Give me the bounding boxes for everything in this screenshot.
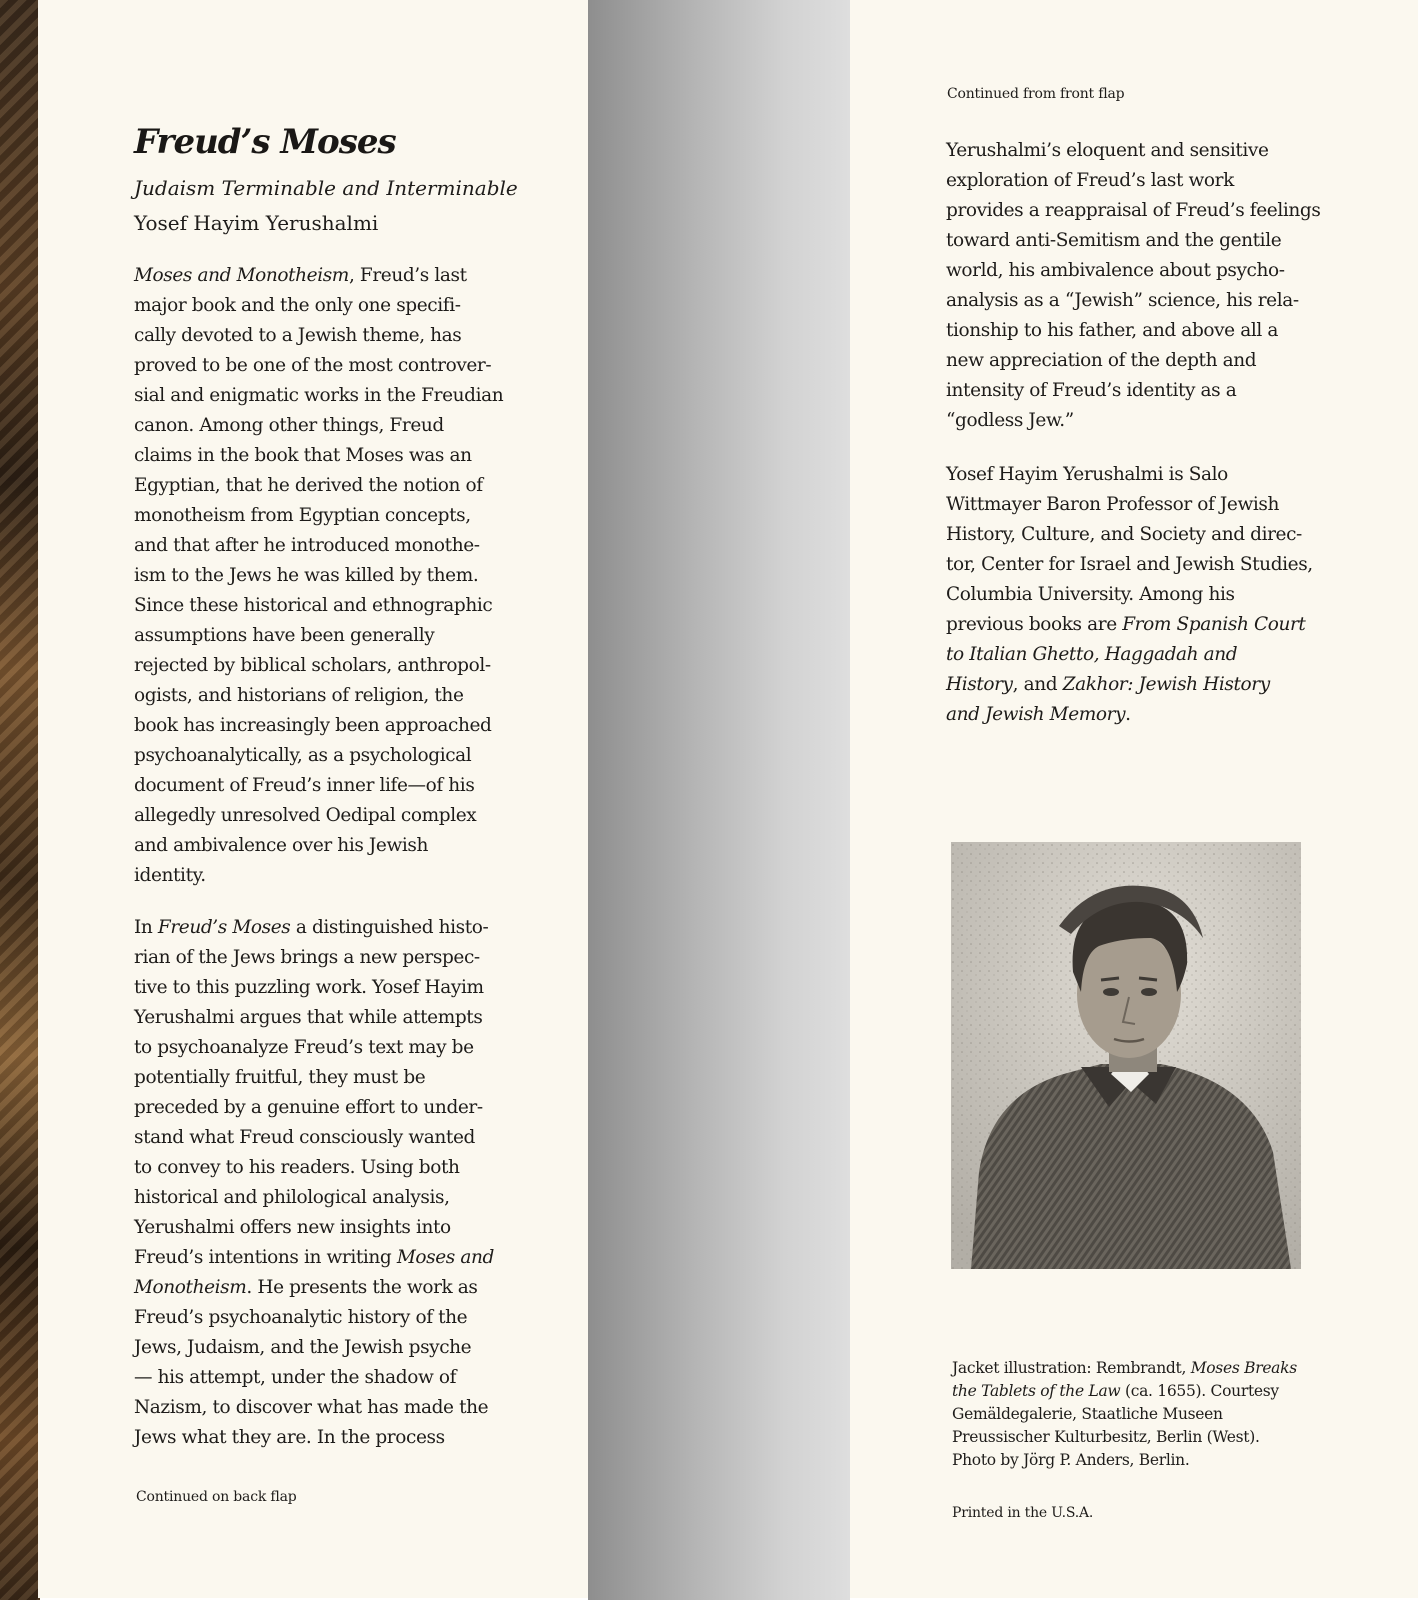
book-author: Yosef Hayim Yerushalmi: [134, 211, 379, 235]
text-line: Wittmayer Baron Professor of Jewish: [946, 494, 1280, 515]
text-line: Yerushalmi argues that while attempts: [134, 1007, 483, 1028]
text-line: Yerushalmi’s eloquent and sensitive: [946, 140, 1269, 161]
text-line: identity.: [134, 865, 206, 886]
text-line: ogists, and historians of religion, the: [134, 685, 464, 706]
text-line: monotheism from Egyptian concepts,: [134, 505, 471, 526]
text-line: Moses and Monotheism, Freud’s last: [134, 265, 467, 286]
text-line: Jews what they are. In the process: [134, 1427, 445, 1448]
book-subtitle: Judaism Terminable and Interminable: [134, 176, 518, 200]
back-flap-paragraph-1: [946, 136, 1326, 436]
text-line: rian of the Jews brings a new perspec-: [134, 947, 480, 968]
text-line: tive to this puzzling work. Yosef Hayim: [134, 977, 484, 998]
text-line: and ambivalence over his Jewish: [134, 835, 429, 856]
text-line: analysis as a “Jewish” science, his rela-: [946, 290, 1299, 311]
text-line: potentially fruitful, they must be: [134, 1067, 426, 1088]
text-line: Yosef Hayim Yerushalmi is Salo: [946, 464, 1228, 485]
text-line: Freud’s intentions in writing Moses and: [134, 1247, 494, 1268]
text-line: preceded by a genuine effort to under-: [134, 1097, 483, 1118]
scan-gap: [588, 0, 850, 1600]
text-line: document of Freud’s inner life—of his: [134, 775, 475, 796]
text-line: Jacket illustration: Rembrandt, Moses Breaks: [952, 1359, 1297, 1377]
back-flap-paragraph-2: [946, 460, 1326, 730]
text-line: canon. Among other things, Freud: [134, 415, 444, 436]
text-line: — his attempt, under the shadow of: [134, 1367, 457, 1388]
text-line: and that after he introduced monothe-: [134, 535, 480, 556]
jacket-illustration-credit: [952, 1357, 1297, 1472]
text-line: Yerushalmi offers new insights into: [134, 1217, 451, 1238]
text-line: tor, Center for Israel and Jewish Studies,: [946, 554, 1313, 575]
continued-from-front-flap: Continued from front flap: [947, 86, 1125, 102]
text-line: Nazism, to discover what has made the: [134, 1397, 489, 1418]
front-flap-paragraph-2: [134, 913, 524, 1453]
text-line: Columbia University. Among his: [946, 584, 1235, 605]
text-line: Freud’s psychoanalytic history of the: [134, 1307, 468, 1328]
text-line: Jews, Judaism, and the Jewish psyche: [134, 1337, 472, 1358]
text-line: to convey to his readers. Using both: [134, 1157, 460, 1178]
text-line: world, his ambivalence about psycho-: [946, 260, 1285, 281]
text-line: Gemäldegalerie, Staatliche Museen: [952, 1405, 1223, 1423]
text-line: to psychoanalyze Freud’s text may be: [134, 1037, 474, 1058]
text-line: stand what Freud consciously wanted: [134, 1127, 475, 1148]
cover-art-edge: [0, 0, 40, 1600]
text-line: History, and Zakhor: Jewish History: [946, 674, 1270, 695]
text-line: sial and enigmatic works in the Freudian: [134, 385, 504, 406]
text-line: proved to be one of the most controver-: [134, 355, 492, 376]
text-line: ism to the Jews he was killed by them.: [134, 565, 479, 586]
text-line: and Jewish Memory.: [946, 704, 1131, 725]
printed-in-usa: Printed in the U.S.A.: [952, 1505, 1094, 1521]
text-line: In Freud’s Moses a distinguished histo-: [134, 917, 489, 938]
continued-on-back-flap: Continued on back flap: [136, 1489, 297, 1505]
text-line: psychoanalytically, as a psychological: [134, 745, 472, 766]
text-line: “godless Jew.”: [946, 410, 1074, 431]
text-line: Photo by Jörg P. Anders, Berlin.: [952, 1451, 1190, 1469]
text-line: History, Culture, and Society and direc-: [946, 524, 1302, 545]
text-line: cally devoted to a Jewish theme, has: [134, 325, 462, 346]
front-flap-paragraph-1: [134, 261, 524, 891]
author-photo: [951, 842, 1301, 1269]
text-line: major book and the only one specifi-: [134, 295, 461, 316]
text-line: rejected by biblical scholars, anthropol-: [134, 655, 491, 676]
text-line: previous books are From Spanish Court: [946, 614, 1306, 635]
text-line: tionship to his father, and above all a: [946, 320, 1278, 341]
text-line: to Italian Ghetto, Haggadah and: [946, 644, 1238, 665]
text-line: assumptions have been generally: [134, 625, 435, 646]
text-line: historical and philological analysis,: [134, 1187, 450, 1208]
text-line: provides a reappraisal of Freud’s feelings: [946, 200, 1321, 221]
text-line: intensity of Freud’s identity as a: [946, 380, 1237, 401]
text-line: toward anti-Semitism and the gentile: [946, 230, 1282, 251]
text-line: exploration of Freud’s last work: [946, 170, 1234, 191]
text-line: allegedly unresolved Oedipal complex: [134, 805, 477, 826]
text-line: Monotheism. He presents the work as: [134, 1277, 478, 1298]
text-line: claims in the book that Moses was an: [134, 445, 472, 466]
text-line: new appreciation of the depth and: [946, 350, 1257, 371]
text-line: Egyptian, that he derived the notion of: [134, 475, 483, 496]
book-title: Freud’s Moses: [134, 122, 396, 162]
text-line: the Tablets of the Law (ca. 1655). Courtesy: [952, 1382, 1279, 1400]
text-line: Preussischer Kulturbesitz, Berlin (West).: [952, 1428, 1260, 1446]
text-line: Since these historical and ethnographic: [134, 595, 493, 616]
text-line: book has increasingly been approached: [134, 715, 492, 736]
